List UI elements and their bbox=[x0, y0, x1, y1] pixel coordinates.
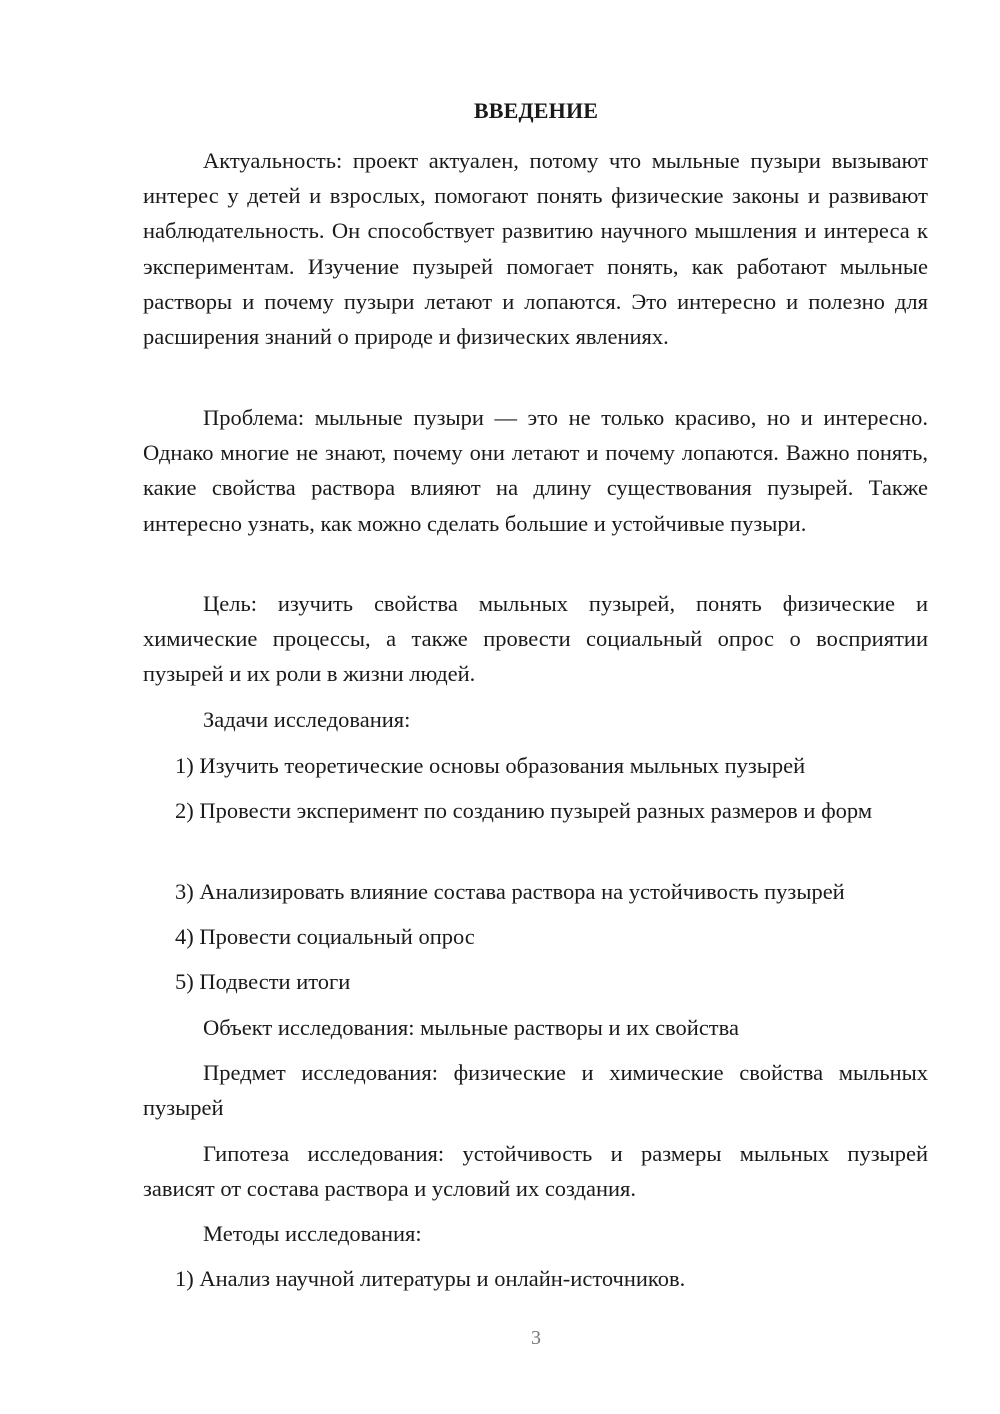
task-item-2: 2) Провести эксперимент по созданию пузырей разных размеров и форм bbox=[175, 798, 873, 823]
methods-heading: Методы исследования: bbox=[203, 1221, 422, 1246]
paragraph-problem: Проблема: мыльные пузыри — это не только красиво, но и интересно. Однако многие не знают, почему они летают и почему лопаются. Важно понять, какие свойства раствора влияют на длину существования пузырей. Также интересно узнать, как можно сделать большие и устойчивые пузыри. bbox=[143, 405, 928, 536]
method-item-1: 1) Анализ научной литературы и онлайн-источников. bbox=[175, 1266, 686, 1291]
task-item-1: 1) Изучить теоретические основы образования мыльных пузырей bbox=[175, 753, 806, 778]
paragraph-relevance: Актуальность: проект актуален, потому что мыльные пузыри вызывают интерес у детей и взрослых, помогают понять физические законы и развивают наблюдательность. Он способствует развитию научного мышления и интереса к экспериментам. Изучение пузырей помогает понять, как работают мыльные растворы и почему пузыри летают и лопаются. Это интересно и полезно для расширения знаний о природе и физических явлениях. bbox=[143, 148, 928, 350]
paragraph-hypothesis: Гипотеза исследования: устойчивость и размеры мыльных пузырей зависят от состава раствора и условий их создания. bbox=[143, 1141, 928, 1202]
page-number: 3 bbox=[531, 1327, 541, 1349]
task-item-4: 4) Провести социальный опрос bbox=[175, 924, 475, 949]
paragraph-subject: Предмет исследования: физические и химические свойства мыльных пузырей bbox=[143, 1060, 928, 1121]
task-item-3: 3) Анализировать влияние состава раствора на устойчивость пузырей bbox=[175, 879, 845, 904]
task-item-5: 5) Подвести итоги bbox=[175, 969, 351, 994]
paragraph-object: Объект исследования: мыльные растворы и их свойства bbox=[203, 1015, 739, 1040]
page-title: ВВЕДЕНИЕ bbox=[473, 98, 599, 123]
tasks-heading: Задачи исследования: bbox=[203, 707, 411, 732]
paragraph-goal: Цель: изучить свойства мыльных пузырей, понять физические и химические процессы, а также провести социальный опрос о восприятии пузырей и их роли в жизни людей. bbox=[143, 591, 928, 687]
